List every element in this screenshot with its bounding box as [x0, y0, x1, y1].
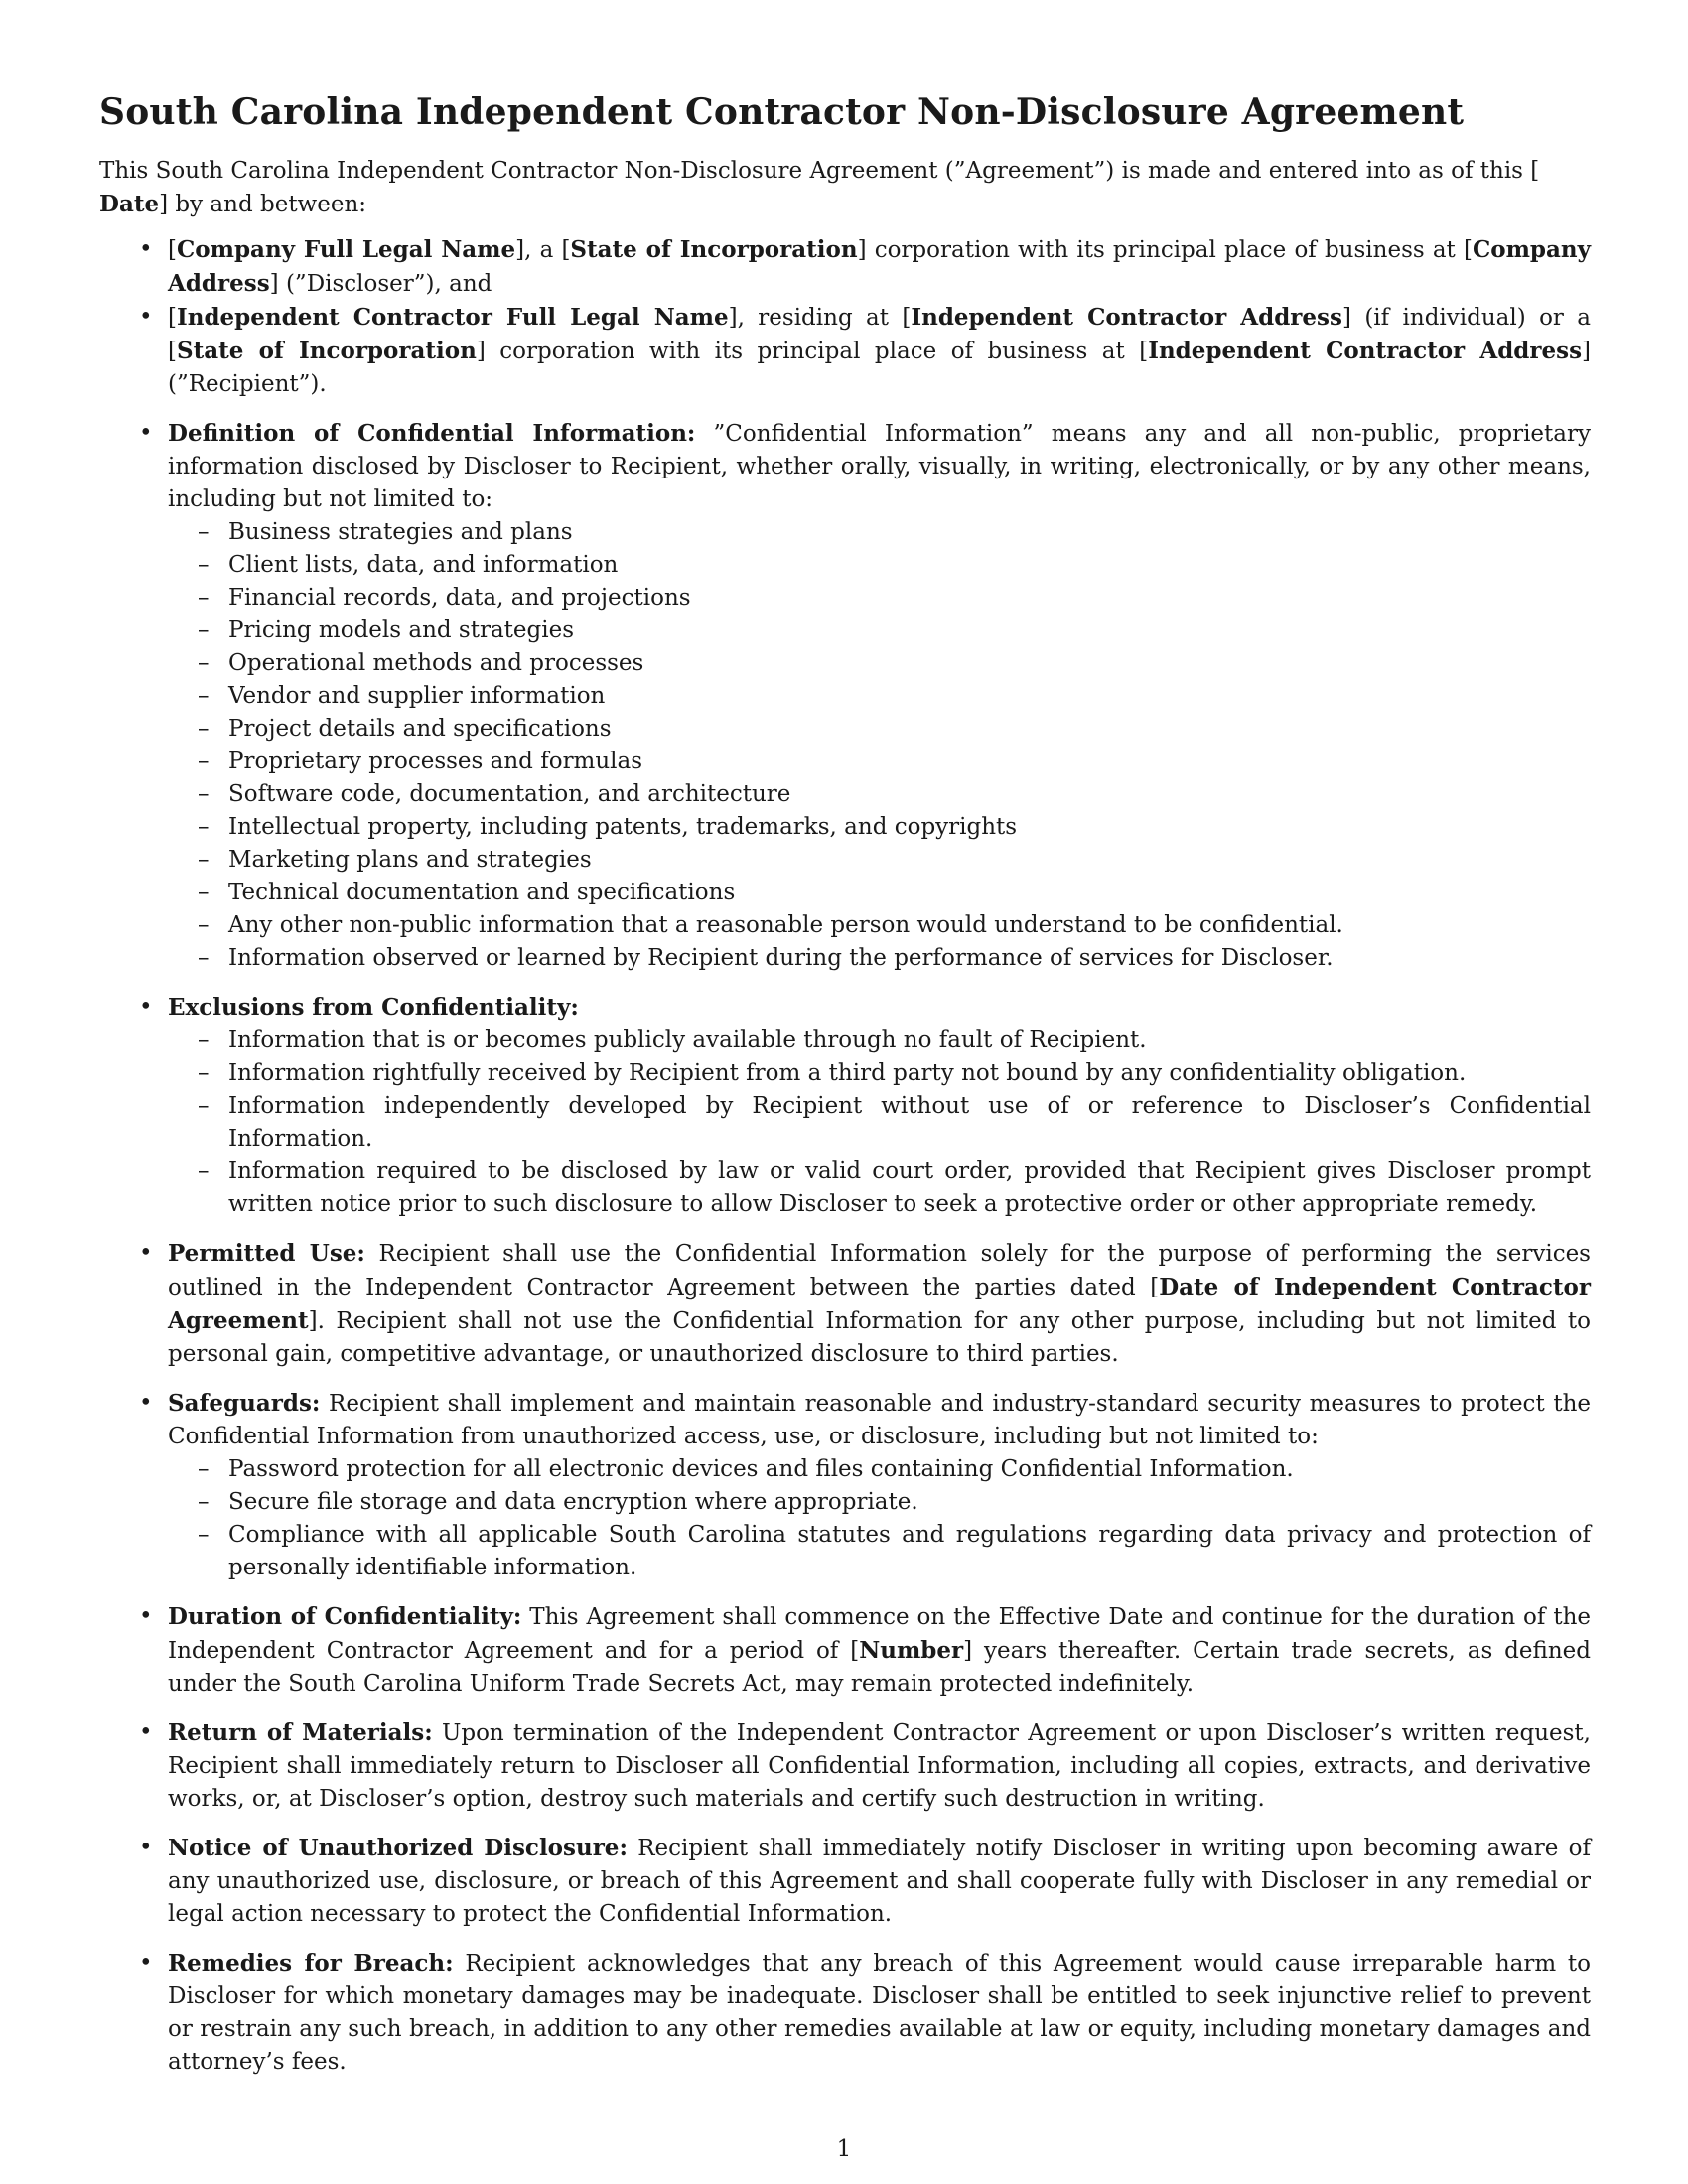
sublist-item: – Operational methods and processes: [168, 647, 1591, 680]
sublist-item: – Information observed or learned by Recipient during the performance of services for Discloser.: [168, 942, 1591, 975]
sublist-item: – Pricing models and strategies: [168, 614, 1591, 647]
placeholder-field: State of Incorporation: [570, 236, 858, 263]
sublist-item: – Any other non-public information that a reasonable person would understand to be confidential.: [168, 909, 1591, 942]
clause-item: [99, 417, 1591, 975]
text-run: Recipient shall implement and maintain reasonable and industry-standard security measures to protect the Confidential Information from unauthorized access, use, or disclosure, including but not limited to:: [168, 1391, 1591, 1449]
intro-paragraph: [99, 155, 1591, 221]
sublist-item: – Compliance with all applicable South Carolina statutes and regulations regarding data privacy and protection of personally identifiable information.: [168, 1519, 1591, 1584]
text-run: ] corporation with its principal place of business at [: [476, 339, 1149, 364]
clause-heading: Exclusions from Confidentiality:: [168, 994, 579, 1021]
clause-heading: Notice of Unauthorized Disclosure:: [168, 1835, 628, 1861]
text-run: ”Confidential Information” means any and all non-public, proprietary information disclosed by Discloser to Recipient, whether orally, visually, in writing, electronically, or by any other means, including but not limited to:: [168, 421, 1591, 512]
clause-heading: Permitted Use:: [168, 1240, 365, 1267]
clause-sublist: [168, 1453, 1591, 1584]
clause-item: [99, 1387, 1591, 1584]
text-run: ] (if individual) or a [: [168, 305, 1592, 364]
clauses-list: [99, 417, 1591, 2079]
placeholder-field: Independent Contractor Full Legal Name: [176, 304, 729, 331]
text-run: Recipient shall immediately notify Discloser in writing upon becoming aware of any unauthorized use, disclosure, or breach of this Agreement and shall cooperate fully with Discloser in any remedial or legal action necessary to protect the Confidential Information.: [168, 1836, 1591, 1927]
clause-heading: Safeguards:: [168, 1390, 321, 1417]
text-run: This Agreement shall commence on the Effective Date and continue for the duration of the Independent Contractor Agreement and for a period of [: [168, 1604, 1591, 1664]
sublist-item: – Information independently developed by Recipient without use of or reference to Discloser’s Confidential Information.: [168, 1090, 1591, 1156]
parties-list: [99, 233, 1591, 401]
sublist-item: – Intellectual property, including patents, trademarks, and copyrights: [168, 811, 1591, 844]
text-run: Recipient acknowledges that any breach of this Agreement would cause irreparable harm to Discloser for which monetary damages may be inadequate. Discloser shall be entitled to seek injunctive relief to prevent or restrain any such breach, in addition to any other remedies available at law or equity, including monetary damages and attorney’s fees.: [168, 1951, 1591, 2075]
clause-heading: Duration of Confidentiality:: [168, 1603, 522, 1630]
sublist-item: – Vendor and supplier information: [168, 680, 1591, 713]
text-run: ] (”Discloser”), and: [269, 271, 492, 297]
text-run: ], a [: [515, 237, 571, 263]
placeholder-field: State of Incorporation: [176, 338, 477, 364]
sublist-item: – Marketing plans and strategies: [168, 844, 1591, 877]
clause-item: [99, 1832, 1591, 1931]
text-run: [: [168, 237, 177, 263]
document-page: [99, 87, 1591, 2095]
text-run: ] years thereafter. Certain trade secrets, as defined under the South Carolina Uniform Trade Secrets Act, may remain protected indefinitely.: [168, 1638, 1591, 1697]
text-run: [: [168, 305, 177, 331]
sublist-item: – Business strategies and plans: [168, 516, 1591, 549]
sublist-item: – Software code, documentation, and architecture: [168, 778, 1591, 811]
sublist-item: – Password protection for all electronic devices and files containing Confidential Information.: [168, 1453, 1591, 1486]
party-item: [99, 233, 1591, 301]
text-run: ]. Recipient shall not use the Confidential Information for any other purpose, including but not limited to personal gain, competitive advantage, or unauthorized disclosure to third parties.: [168, 1308, 1591, 1367]
text-run: Upon termination of the Independent Contractor Agreement or upon Discloser’s written request, Recipient shall immediately return to Discloser all Confidential Information, including all copies, extracts, and derivative works, or, at Discloser’s option, destroy such materials and certify such destruction in writing.: [168, 1720, 1591, 1812]
clause-item: [99, 991, 1591, 1221]
clause-heading: Return of Materials:: [168, 1719, 433, 1746]
document-title: South Carolina Independent Contractor Non-Disclosure Agreement: [99, 91, 1465, 133]
text-run: ] by and between:: [159, 192, 367, 217]
sublist-item: – Technical documentation and specifications: [168, 877, 1591, 909]
placeholder-field: Number: [859, 1637, 964, 1664]
clause-sublist: [168, 516, 1591, 975]
document-body: [99, 155, 1591, 2079]
party-item: [99, 301, 1591, 401]
page-number: 1: [836, 2136, 852, 2162]
clause-item: [99, 1237, 1591, 1371]
sublist-item: – Project details and specifications: [168, 713, 1591, 746]
sublist-item: – Information rightfully received by Recipient from a third party not bound by any confidentiality obligation.: [168, 1057, 1591, 1090]
placeholder-field: Company Full Legal Name: [176, 236, 516, 263]
sublist-item: – Information required to be disclosed by law or valid court order, provided that Recipient gives Discloser prompt written notice prior to such disclosure to allow Discloser to seek a protective order or other appropriate remedy.: [168, 1156, 1591, 1221]
placeholder-field: Date of Independent Contractor Agreement: [168, 1274, 1591, 1334]
text-run: ] (”Recipient”).: [168, 339, 1592, 397]
sublist-item: – Client lists, data, and information: [168, 549, 1591, 582]
text-run: This South Carolina Independent Contractor Non-Disclosure Agreement (”Agreement”) is made and entered into as of this: [99, 158, 1531, 184]
clause-item: [99, 1947, 1591, 2079]
sublist-item: – Secure file storage and data encryption where appropriate.: [168, 1486, 1591, 1519]
sublist-item: – Financial records, data, and projections: [168, 582, 1591, 614]
placeholder-field: Independent Contractor Address: [911, 304, 1342, 331]
clause-sublist: [168, 1024, 1591, 1221]
text-run: ] corporation with its principal place of business at [: [857, 237, 1473, 263]
sublist-item: – Information that is or becomes publicly available through no fault of Recipient.: [168, 1024, 1591, 1057]
sublist-item: – Proprietary processes and formulas: [168, 746, 1591, 778]
placeholder-field: Independent Contractor Address: [1148, 338, 1583, 364]
placeholder-field: Date: [99, 191, 160, 217]
text-run: [: [1530, 158, 1540, 184]
clause-heading: Remedies for Breach:: [168, 1950, 454, 1977]
placeholder-field: Company Address: [168, 236, 1591, 297]
clause-item: [99, 1600, 1591, 1701]
clause-item: [99, 1716, 1591, 1816]
text-run: Recipient shall use the Confidential Information solely for the purpose of performing the services outlined in the Independent Contractor Agreement between the parties dated [: [168, 1241, 1591, 1300]
clause-heading: Definition of Confidential Information:: [168, 420, 696, 447]
text-run: ], residing at [: [728, 305, 912, 331]
